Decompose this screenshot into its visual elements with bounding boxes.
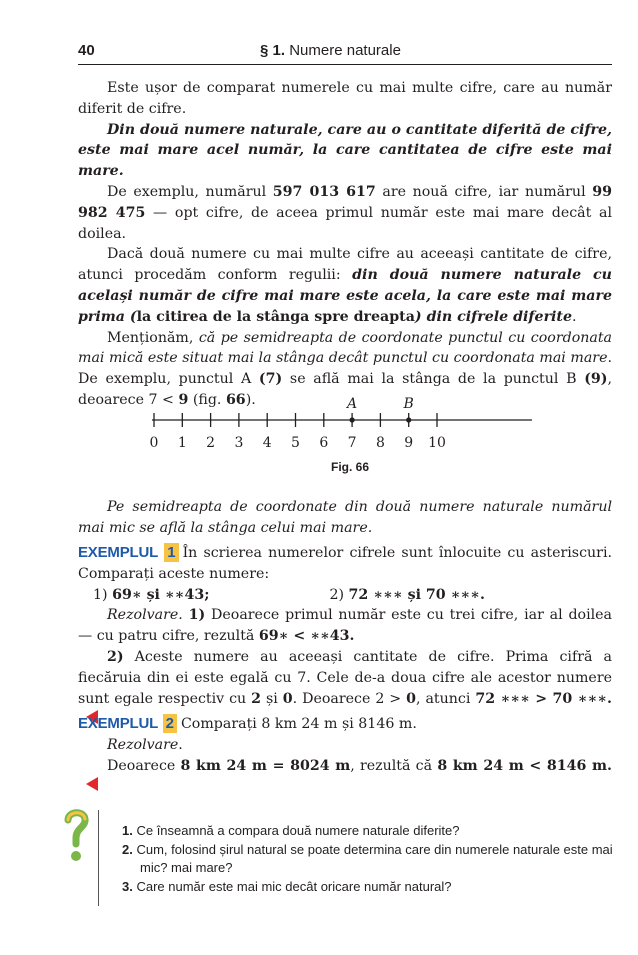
text-run: Aceste numere au aceeași cantitate de cifre. Prima cifră a fiecăruia din ei este egală cu 7. Cele de-a doua cifre ale acestor numere sunt egale respectiv cu: [78, 648, 612, 707]
text-run: . Deoarece 2 >: [292, 690, 407, 707]
text-run: .: [572, 308, 577, 325]
questions-list: [122, 822, 618, 896]
solution-label: Rezolvare: [107, 736, 179, 753]
text-run: Comparați 8 km 24 m și 8146 m.: [180, 716, 417, 732]
tick-label: 8: [375, 435, 385, 451]
tick-label: 7: [347, 435, 357, 451]
number-2: 99 982 475: [78, 183, 612, 221]
text-run: ).: [245, 391, 256, 408]
text-run: că pe semidreapta de coordonate punctul cu coordonata mai mică este situat mai la stânga decât punctul cu coordonata mai mare: [78, 329, 612, 367]
example-1-items: [78, 585, 612, 606]
text-run: , deoarece 7 <: [78, 371, 613, 408]
paragraph-1: Este ușor de comparat numerele cu mai multe cifre, care au număr diferit de cifre.: [78, 80, 612, 117]
text-run: Deoarece primul număr este cu trei cifre, iar al doilea — cu patru cifre, rezultă: [78, 607, 612, 645]
question-text: Ce înseamnă a compara două numere naturale diferite?: [136, 823, 460, 838]
text-run: 2): [107, 648, 124, 665]
text-run: 1): [188, 607, 206, 624]
page-number: 40: [78, 42, 95, 59]
example-1-number: 1: [164, 543, 178, 562]
text-run: În scrierea numerelor cifrele sunt înlocuite cu asteriscuri. Comparați aceste numere:: [78, 545, 612, 582]
section-mark: § 1.: [260, 42, 286, 59]
question-1: [122, 822, 618, 841]
text-run: (7): [258, 371, 283, 388]
number-line-figure: [140, 393, 540, 458]
example-2-solution: [78, 756, 612, 798]
item-2: 72 ∗∗∗ și 70 ∗∗∗.: [348, 586, 485, 603]
paragraph-same-digits: [78, 244, 612, 327]
tick-label: 1: [177, 435, 187, 451]
text-run: 0: [406, 690, 417, 707]
text-run: Menționăm,: [107, 329, 199, 346]
text-run: Dacă două numere cu mai multe cifre au aceeași cantitate de cifre, atunci procedăm conform regulii:: [78, 246, 612, 284]
solution-label: Rezolvare.: [107, 607, 183, 624]
text-run: 0: [282, 690, 293, 707]
item-1: 69∗ și ∗∗43;: [112, 586, 210, 603]
tick-label: 10: [428, 435, 446, 451]
text-run: 72 ∗∗∗ > 70 ∗∗∗.: [475, 690, 612, 707]
example-2: [78, 714, 612, 797]
point-a: [350, 417, 355, 422]
question-text: Care număr este mai mic decât oricare număr natural?: [136, 878, 452, 894]
text-run: , rezultă că: [350, 757, 438, 774]
text-run: 8 km 24 m = 8024 m: [180, 757, 351, 774]
intro-text: [78, 78, 612, 411]
point-label-a: A: [347, 396, 358, 412]
text-run: ) din cifrele diferite: [414, 308, 573, 325]
example-2-tag: EXEMPLUL: [78, 715, 159, 732]
rule-semidreapta-text: Pe semidreapta de coordonate din două numere naturale numărul mai mic se află la stânga celui mai mare.: [78, 499, 612, 536]
end-marker-icon: [86, 777, 98, 791]
tick-label: 0: [149, 435, 159, 451]
tick-label: 5: [291, 435, 300, 451]
page-header: [78, 42, 612, 64]
question-number: 2.: [122, 841, 133, 857]
tick-label: 2: [206, 435, 216, 451]
text-run: la citirea de la stânga spre dreapta: [136, 308, 415, 325]
text-run: , atunci: [416, 690, 476, 707]
example-1-solution-1: [78, 605, 612, 647]
question-2: [122, 841, 618, 878]
paragraph-example-numbers: [78, 182, 612, 244]
text-run: Deoarece: [107, 757, 181, 774]
item-label: 2): [329, 586, 345, 603]
text-run: 9: [178, 391, 189, 408]
text-run: are nouă cifre, iar numărul: [375, 183, 593, 200]
text-run: . De exemplu, punctul A: [78, 350, 612, 388]
example-1-tag: EXEMPLUL: [78, 544, 159, 561]
tick-label: 9: [404, 435, 414, 451]
point-label-b: B: [403, 396, 414, 412]
text-run: 2: [251, 690, 262, 707]
tick-label: 6: [319, 435, 329, 451]
question-number: 1.: [122, 823, 133, 838]
tick-label: 4: [262, 435, 272, 451]
text-run: (9): [584, 371, 608, 388]
figure-caption: Fig. 66: [330, 460, 369, 474]
text-run: 8 km 24 m < 8146 m.: [437, 757, 612, 774]
text-run: se află mai la stânga de la punctul B: [282, 371, 585, 388]
section-heading: [260, 42, 401, 59]
question-text: Cum, folosind șirul natural se poate determina care din numerele naturale este mai mic? mai mare?: [136, 841, 613, 875]
section-title: Numere naturale: [289, 42, 401, 59]
point-b: [406, 417, 411, 422]
question-3: [122, 878, 618, 897]
number-1: 597 013 617: [272, 183, 376, 200]
header-rule: [78, 64, 612, 65]
text-run: 69∗ < ∗∗43.: [258, 628, 355, 645]
rule-different-digits: Din două numere naturale, care au o cantitate diferită de cifre, este mai mare acel număr, la care cantitatea de cifre este mai mare.: [78, 121, 612, 180]
tick-label: 3: [234, 435, 244, 451]
example-2-intro: [78, 714, 612, 735]
rule-semidreapta: [78, 497, 612, 539]
text-run: din două numere naturale cu același număr de cifre mai mare este acela, la care este mai mare prima (: [78, 267, 612, 325]
example-2-solution-label: [78, 735, 612, 756]
text-run: (fig.: [188, 391, 226, 408]
example-1-intro: [78, 543, 612, 585]
example-2-number: 2: [163, 714, 177, 733]
text-run: De exemplu, numărul: [107, 183, 273, 200]
text-run: — opt cifre, de aceea primul număr este mai mare decât al doilea.: [78, 204, 612, 242]
item-label: 1): [93, 586, 108, 603]
question-number: 3.: [122, 878, 133, 894]
text-run: .: [178, 736, 183, 753]
text-run: 66: [225, 391, 246, 408]
text-run: și: [261, 690, 283, 707]
question-mark-icon: [60, 806, 92, 866]
example-1: [78, 543, 612, 730]
